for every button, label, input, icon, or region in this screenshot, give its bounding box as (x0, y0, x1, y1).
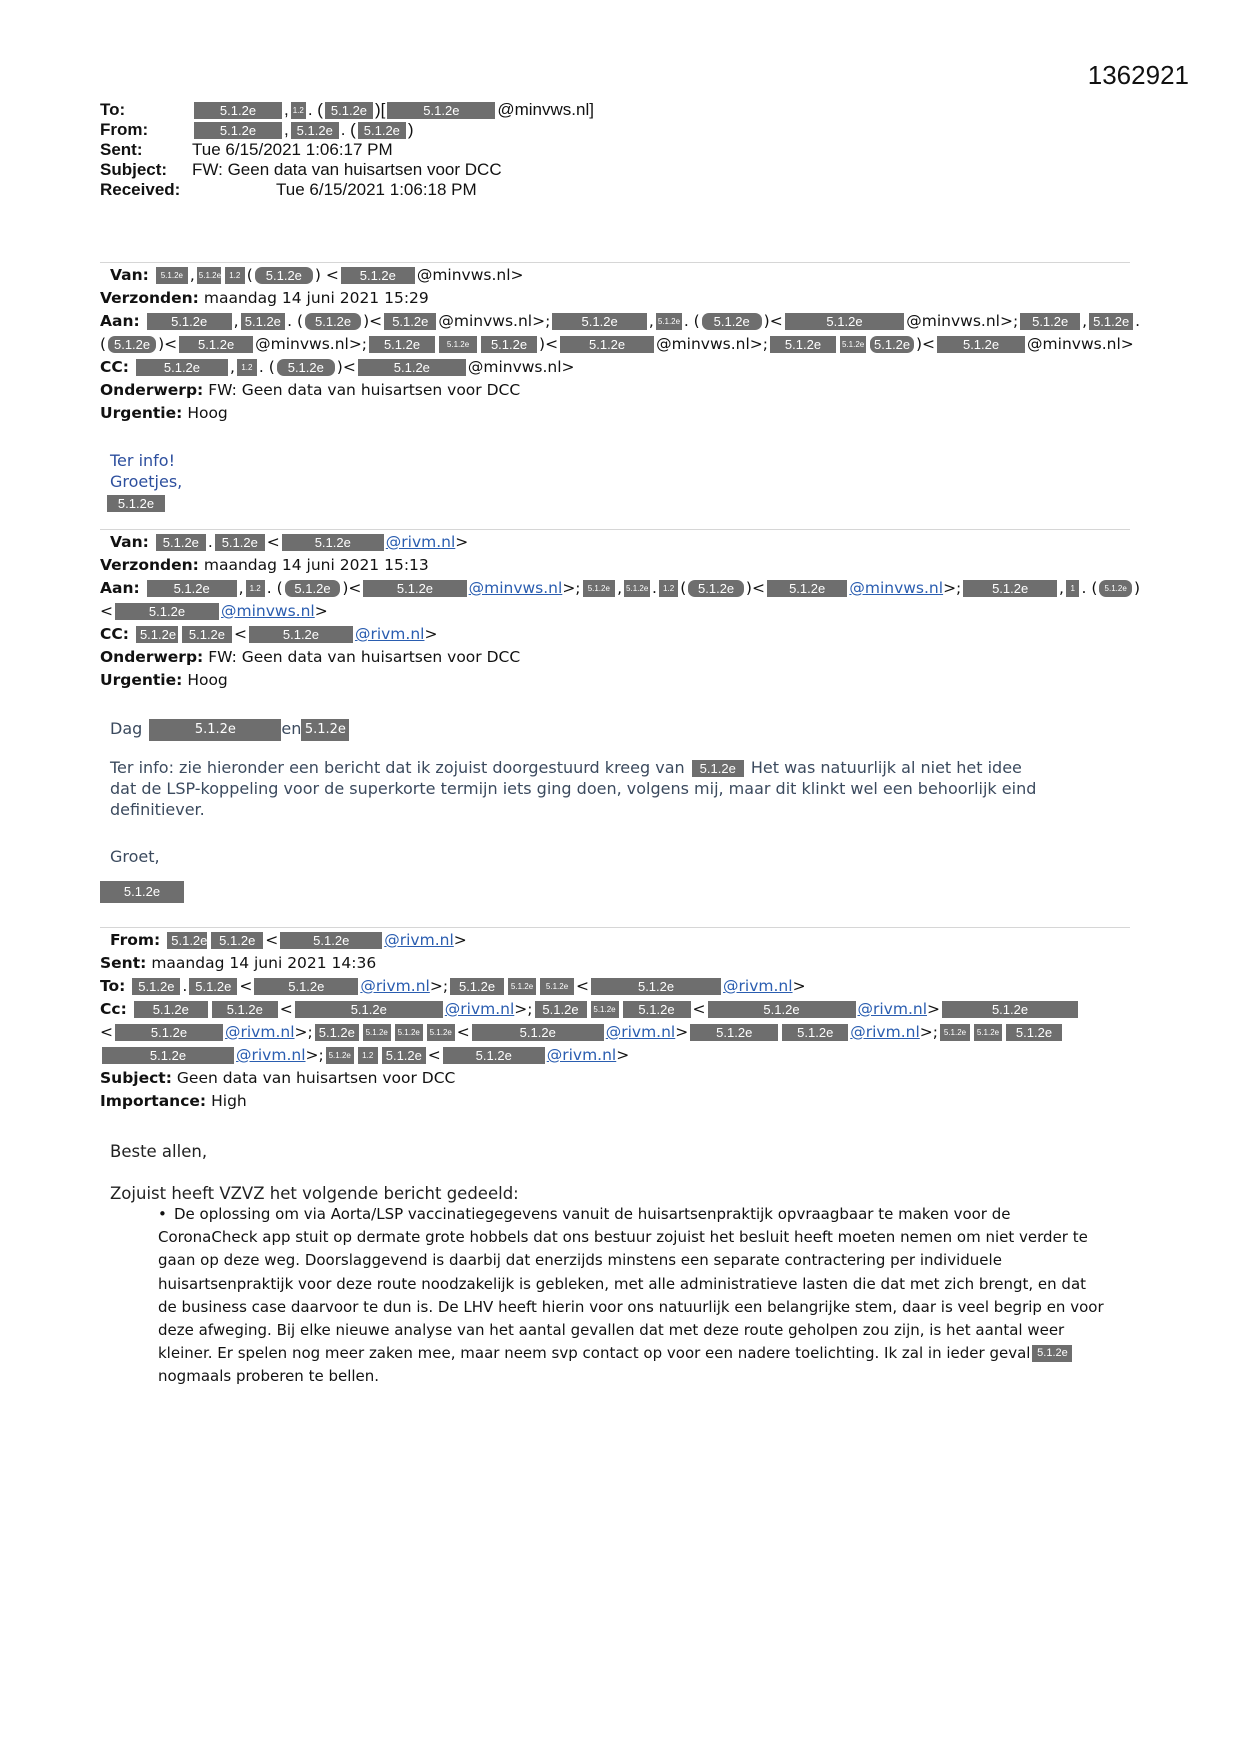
redaction: 5.1.2e (974, 1024, 1002, 1041)
verzonden-label: Verzonden: (100, 289, 199, 307)
cc-label: CC: (100, 625, 129, 643)
redaction: 5.1.2e (363, 1024, 391, 1041)
redaction: 5.1.2e (291, 122, 339, 139)
bullet-icon: • (158, 1205, 167, 1223)
redaction: 5.1.2e (395, 1024, 423, 1041)
redaction: 5.1.2e (282, 534, 384, 551)
email-link[interactable]: @rivm.nl (605, 1023, 676, 1041)
bullet-line: kleiner. Er spelen nog meer zaken mee, maar neem svp contact op voor een nadere toelichting. Ik zal in ieder geval (158, 1344, 1031, 1363)
greeting-word: Dag (110, 719, 143, 738)
redaction: 5.1.2e (583, 580, 616, 597)
redaction: 5.1.2e (358, 359, 466, 376)
redaction: 5.1.2e (1032, 1345, 1072, 1362)
redaction: 5.1.2e (194, 122, 282, 139)
minvws-address: @minvws.nl>; (438, 312, 551, 330)
from-label: From: (100, 120, 149, 139)
redaction: 5.1.2e (156, 267, 188, 284)
redaction: 5.1.2e (782, 1024, 848, 1041)
redaction: 5.1.2e (285, 580, 341, 597)
paragraph-text: Ter info: zie hieronder een bericht dat ik zojuist doorgestuurd kreeg van (110, 758, 685, 777)
verzonden-value: maandag 14 juni 2021 15:13 (203, 556, 429, 574)
minvws-address: @minvws.nl> (467, 358, 575, 376)
redaction: 5.1.2e (325, 102, 373, 119)
van-label: Van: (110, 266, 149, 284)
message-3-header: From: 5.1.2e 5.1.2e < 5.1.2e @rivm.nl > Sent: maandag 14 juni 2021 14:36 To: 5.1.2e . 5.1.2e < 5.1.2e @rivm.nl >; 5.1.2e 5.1.2e 5.1.2e < 5.1.2e @rivm.nl > Cc: 5.1.2e 5.1.2e < 5.1.2e @rivm.nl >; 5.1.2e 5.1.2e 5.1.2e < 5.1.2e @rivm.nl > 5.1.2e < 5.1.2e @rivm.nl >; 5.1.2e 5.1.2e 5.1.2e 5.1.2e < 5.1.2e @rivm.nl > 5.1.2e 5.1.2e @rivm.nl >; 5.1.2e 5.1.2e 5.1.2e 5.1.2e @rivm.nl >; 5.1.2e 1.2 5.1.2e < 5.1.2e @rivm.nl > Subject: Geen data van huisartsen voor DCC Importance: High (100, 929, 1140, 1113)
minvws-address: @minvws.nl>; (656, 335, 768, 353)
to-domain: @minvws.nl] (497, 100, 594, 119)
subject-value: FW: Geen data van huisartsen voor DCC (192, 160, 502, 179)
email-link[interactable]: @minvws.nl (849, 579, 944, 597)
redaction: 5.1.2e (591, 978, 721, 995)
redaction: 5.1.2e (341, 267, 415, 284)
subject-row (100, 160, 594, 180)
redaction: 5.1.2e (280, 932, 382, 949)
message-1-header: Van: 5.1.2e , 5.1.2e 1.2 ( 5.1.2e ) < 5.1.2e @minvws.nl> Verzonden: maandag 14 juni 2021 15:29 Aan: 5.1.2e , 5.1.2e . ( 5.1.2e )< 5.1.2e @minvws.nl>; 5.1.2e , 5.1.2e . ( 5.1.2e )< 5.1.2e @minvws.nl>; 5.1.2e , 5.1.2e . ( 5.1.2e )< 5.1.2e @minvws.nl>; 5.1.2e 5.1.2e 5.1.2e )< 5.1.2e @minvws.nl>; 5.1.2e 5.1.2e 5.1.2e )< 5.1.2e @minvws.nl> CC: 5.1.2e , 1.2 . ( 5.1.2e )< 5.1.2e @minvws.nl> Onderwerp: FW: Geen data van huisartsen voor DCC Urgentie: Hoog (100, 264, 1140, 425)
van-label: Van: (110, 533, 149, 551)
redaction: 5.1.2e (149, 719, 281, 741)
van-domain: @minvws.nl> (416, 266, 524, 284)
email-link[interactable]: @rivm.nl (546, 1046, 617, 1064)
body-line: Ter info! (110, 451, 175, 470)
redaction: 1.2 (291, 102, 306, 119)
sent-label: Sent: (100, 954, 147, 972)
sent-row (100, 140, 594, 160)
message-1-body (110, 450, 1130, 513)
redaction: 1.2 (659, 580, 678, 597)
email-link[interactable]: @rivm.nl (360, 977, 430, 995)
onderwerp-value: FW: Geen data van huisartsen voor DCC (208, 381, 521, 399)
redaction: 5.1.2e (963, 580, 1057, 597)
subject-label: Subject: (100, 160, 168, 179)
redaction: 5.1.2e (443, 1047, 545, 1064)
bullet-text (158, 1203, 1128, 1389)
document-number: 1362921 (1087, 60, 1189, 90)
redaction: 5.1.2e (1099, 580, 1132, 597)
email-link[interactable]: @rivm.nl (444, 1000, 515, 1018)
email-link[interactable]: @minvws.nl (221, 602, 315, 620)
redaction: 5.1.2e (427, 1024, 455, 1041)
to-label: To: (100, 977, 126, 995)
redaction: 5.1.2e (277, 359, 335, 376)
email-link[interactable]: @rivm.nl (236, 1046, 306, 1064)
redaction: 5.1.2e (690, 1024, 778, 1041)
redaction: 5.1.2e (212, 1001, 278, 1018)
redaction: 5.1.2e (535, 1001, 587, 1018)
received-label: Received: (100, 180, 181, 199)
bullet-line: De oplossing om via Aorta/LSP vaccinatiegegevens vanuit de huisartsenpraktijk opvraagbaar te maken voor de (174, 1205, 1011, 1223)
redaction: 5.1.2e (552, 313, 647, 330)
signoff-text: Groet, (110, 847, 160, 866)
body-line: Groetjes, (110, 472, 183, 491)
redaction: 5.1.2e (102, 1047, 234, 1064)
redaction: 5.1.2e (326, 1047, 354, 1064)
redaction: 5.1.2e (540, 978, 574, 995)
redaction: 5.1.2e (840, 336, 866, 353)
redaction: 5.1.2e (147, 580, 237, 597)
redaction: 5.1.2e (115, 603, 219, 620)
redaction: 5.1.2e (363, 580, 466, 597)
message-3-bullet (158, 1203, 1128, 1389)
redaction: 5.1.2e (770, 336, 836, 353)
importance-label: Importance: (100, 1092, 207, 1110)
redaction: 5.1.2e (384, 313, 436, 330)
redaction: 5.1.2e (215, 534, 265, 551)
cc-label: CC: (100, 358, 129, 376)
redaction: 5.1.2e (189, 978, 237, 995)
message-3-greeting: Beste allen, (110, 1142, 208, 1161)
sent-label: Sent: (100, 140, 143, 159)
redaction: 5.1.2e (508, 978, 536, 995)
redaction: 5.1.2e (623, 1001, 691, 1018)
urgentie-value: Hoog (187, 671, 228, 689)
redaction: 5.1.2e (450, 978, 504, 995)
sent-value: Tue 6/15/2021 1:06:17 PM (192, 140, 393, 159)
redaction: 5.1.2e (136, 626, 178, 643)
redaction: 5.1.2e (481, 336, 537, 353)
redaction: 5.1.2e (179, 336, 253, 353)
export-header (100, 100, 594, 200)
received-row (100, 180, 594, 200)
redaction: 5.1.2e (591, 1001, 619, 1018)
redaction: 5.1.2e (305, 313, 361, 330)
verzonden-label: Verzonden: (100, 556, 199, 574)
separator (100, 262, 1130, 263)
redaction: 5.1.2e (942, 1001, 1078, 1018)
redaction: 5.1.2e (439, 336, 477, 353)
redaction: 5.1.2e (870, 336, 914, 353)
redaction: 5.1.2e (1020, 313, 1080, 330)
separator (100, 927, 1130, 928)
redaction: 5.1.2e (387, 102, 495, 119)
onderwerp-value: FW: Geen data van huisartsen voor DCC (208, 648, 521, 666)
aan-label: Aan: (100, 579, 140, 597)
redaction: 5.1.2e (785, 313, 905, 330)
email-link[interactable]: @rivm.nl (384, 931, 454, 949)
redaction: 5.1.2e (624, 580, 650, 597)
urgentie-value: Hoog (187, 404, 228, 422)
redaction: 5.1.2e (301, 719, 349, 741)
redaction: 5.1.2e (211, 932, 263, 949)
separator (100, 529, 1130, 530)
importance-value: High (211, 1092, 247, 1110)
redaction: 5.1.2e (940, 1024, 970, 1041)
email-link[interactable]: @rivm.nl (225, 1023, 295, 1041)
bullet-line: gaan op deze weg. Doorslaggevend is daarbij dat enerzijds minstens een separate contractering per individuele (158, 1251, 1002, 1270)
verzonden-value: maandag 14 juni 2021 15:29 (203, 289, 429, 307)
redaction: 5.1.2e (134, 1001, 208, 1018)
redaction: 5.1.2e (560, 336, 654, 353)
redaction: 1 (1066, 580, 1080, 597)
subject-value: Geen data van huisartsen voor DCC (176, 1069, 456, 1087)
subject-label: Subject: (100, 1069, 172, 1087)
bullet-line: nogmaals proberen te bellen. (158, 1367, 380, 1386)
redaction: 5.1.2e (358, 122, 406, 139)
redaction: 5.1.2e (1006, 1024, 1062, 1041)
redaction: 5.1.2e (937, 336, 1025, 353)
urgentie-label: Urgentie: (100, 404, 183, 422)
paragraph-text: Het was natuurlijk al niet het idee (750, 758, 1022, 777)
redaction: 5.1.2e (182, 626, 232, 643)
email-link[interactable]: @rivm.nl (723, 977, 793, 995)
redaction: 5.1.2e (369, 336, 435, 353)
to-row: To: 5.1.2e , 1.2 . ( 5.1.2e )[ 5.1.2e @minvws.nl] (100, 100, 594, 119)
redaction: 5.1.2e (136, 359, 228, 376)
redaction: 5.1.2e (688, 580, 744, 597)
paragraph-text: dat de LSP-koppeling voor de superkorte termijn iets ging doen, volgens mij, maar dit klinkt wel een behoorlijk eind (110, 779, 1037, 798)
greeting-and: en (281, 719, 302, 738)
redaction: 1.2 (225, 267, 245, 284)
message-3-intro: Zojuist heeft VZVZ het volgende bericht gedeeld: (110, 1184, 519, 1203)
redaction: 5.1.2e (472, 1024, 604, 1041)
minvws-address: @minvws.nl>; (255, 335, 368, 353)
redaction: 1.2 (237, 359, 257, 376)
message-2-signoff (110, 846, 1130, 867)
redaction: 5.1.2e (100, 881, 184, 903)
redaction: 5.1.2e (255, 267, 313, 284)
urgentie-label: Urgentie: (100, 671, 183, 689)
bullet-line: de business case daarvoor te dun is. De LHV heeft hierin voor ons natuurlijk een belangrijke stem, daar is veel begrip en voor (158, 1297, 1104, 1316)
to-label: To: (100, 100, 126, 119)
minvws-address: @minvws.nl> (1027, 335, 1134, 353)
aan-label: Aan: (100, 312, 140, 330)
redaction: 5.1.2e (1089, 313, 1133, 330)
received-value: Tue 6/15/2021 1:06:18 PM (276, 180, 477, 199)
bullet-line: huisartsenpraktijk voor deze route noodzakelijk is gebleken, met alle administratieve lasten die dat met zich brengt, en dat (158, 1274, 1087, 1293)
redaction: 5.1.2e (708, 1001, 856, 1018)
redaction: 5.1.2e (254, 978, 358, 995)
message-2-signature (100, 881, 184, 903)
message-2-paragraph (110, 757, 1130, 820)
from-label: From: (110, 931, 161, 949)
redaction: 5.1.2e (115, 1024, 223, 1041)
onderwerp-label: Onderwerp: (100, 648, 204, 666)
email-link[interactable]: @rivm.nl (354, 625, 425, 643)
redaction: 5.1.2e (656, 313, 682, 330)
redaction: 1.2 (358, 1047, 378, 1064)
redaction: 5.1.2e (132, 978, 180, 995)
message-2-greeting (110, 716, 1130, 742)
redaction: 5.1.2e (702, 313, 762, 330)
redaction: 5.1.2e (194, 102, 282, 119)
paragraph-text: definitiever. (110, 800, 205, 819)
redaction: 5.1.2e (295, 1001, 443, 1018)
redaction: 5.1.2e (156, 534, 206, 551)
redaction: 5.1.2e (108, 336, 156, 353)
cc-label: Cc: (100, 1000, 127, 1018)
redaction: 5.1.2e (241, 313, 286, 330)
email-link[interactable]: @rivm.nl (857, 1000, 928, 1018)
redaction: 5.1.2e (249, 626, 353, 643)
onderwerp-label: Onderwerp: (100, 381, 204, 399)
sent-value: maandag 14 juni 2021 14:36 (151, 954, 377, 972)
email-link[interactable]: @rivm.nl (385, 533, 456, 551)
redaction: 5.1.2e (767, 580, 847, 597)
message-2-header: Van: 5.1.2e . 5.1.2e < 5.1.2e @rivm.nl > Verzonden: maandag 14 juni 2021 15:13 Aan: 5.1.2e , 1.2 . ( 5.1.2e )< 5.1.2e @minvws.nl >; 5.1.2e , 5.1.2e . 1.2 ( 5.1.2e )< 5.1.2e @minvws.nl >; 5.1.2e , 1 . ( 5.1.2e ) < 5.1.2e @minvws.nl > CC: 5.1.2e 5.1.2e < 5.1.2e @rivm.nl > Onderwerp: FW: Geen data van huisartsen voor DCC Urgentie: Hoog (100, 531, 1140, 692)
bullet-line: deze afweging. Bij elke nieuwe analyse van het aantal gevallen dat met deze route geholpen zou zijn, is het aantal weer (158, 1321, 1065, 1340)
minvws-address: @minvws.nl>; (906, 312, 1019, 330)
email-link[interactable]: @minvws.nl (468, 579, 563, 597)
redaction: 5.1.2e (197, 267, 221, 284)
redaction: 5.1.2e (382, 1047, 426, 1064)
redaction: 5.1.2e (692, 760, 744, 777)
from-row: From: 5.1.2e , 5.1.2e . ( 5.1.2e ) (100, 120, 414, 139)
redaction: 5.1.2e (107, 495, 165, 512)
redaction: 5.1.2e (315, 1024, 359, 1041)
redaction: 1.2 (246, 580, 265, 597)
redaction: 5.1.2e (147, 313, 232, 330)
bullet-line: CoronaCheck app stuit op dermate grote hobbels dat ons bestuur zojuist het besluit heeft moeten nemen om niet verder te (158, 1228, 1088, 1247)
redaction: 5.1.2e (167, 932, 207, 949)
email-link[interactable]: @rivm.nl (850, 1023, 920, 1041)
